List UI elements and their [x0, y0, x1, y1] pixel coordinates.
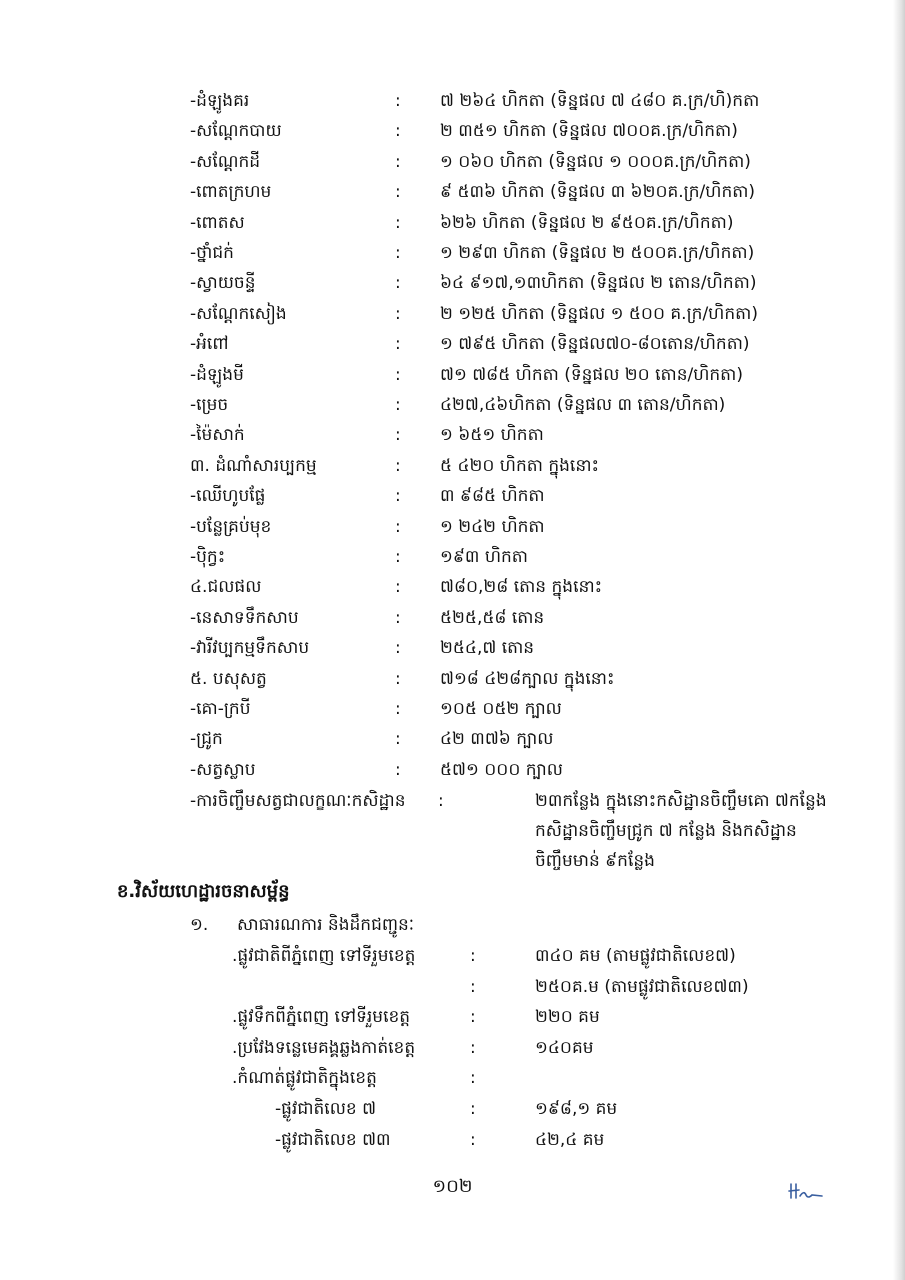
- crop-value: ៧១៨ ៤២៨ក្បាល ក្នុងនោះ: [440, 668, 615, 689]
- crop-label: -សណ្តែកដី: [190, 151, 261, 172]
- transport-label: .កំណាត់ផ្លូវជាតិក្នុងខេត្ត: [232, 1068, 377, 1089]
- farming-value-line-3: ចិញ្ចឹមមាន់ ៩កន្លែង: [535, 851, 655, 871]
- transport-value: ៣៤០ គម (តាមផ្លូវជាតិលេខ៧): [535, 946, 736, 966]
- colon: :: [395, 638, 401, 659]
- colon: :: [395, 455, 401, 476]
- handwritten-initials: [788, 1180, 828, 1204]
- page-number: ១០២: [432, 1176, 473, 1197]
- colon: :: [470, 1007, 476, 1028]
- crop-value: ៩ ៥៣៦ ហិកតា (ទិន្នផល ៣ ៦២០គ.ក្រ/ហិកតា): [440, 182, 756, 203]
- crop-label: ៣. ដំណាំសារប្បកម្ម: [190, 455, 317, 476]
- transport-value: ២២០ គម: [535, 1007, 600, 1028]
- crop-label: ៥. បសុសត្វ: [190, 668, 267, 689]
- colon: :: [395, 577, 401, 598]
- colon: :: [470, 1099, 476, 1119]
- colon: :: [395, 182, 401, 203]
- crop-value: ១០៥ ០៥២ ក្បាល: [440, 699, 562, 719]
- crop-value: ២ ១២៥ ហិកតា (ទិន្នផល ១ ៥០០ គ.ក្រ/ហិកតា): [440, 303, 758, 324]
- section-heading-infrastructure: ខ.វិស័យហេដ្ឋារចនាសម្ព័ន្ធ: [117, 881, 290, 902]
- colon: :: [395, 547, 401, 567]
- crop-value: ៥ ៤២០ ហិកតា ក្នុងនោះ: [440, 455, 599, 476]
- transport-value: ១៩៨,១ គម: [535, 1099, 618, 1119]
- transport-value: ៤២,៤ គម: [535, 1129, 605, 1150]
- crop-label: -គោ-ក្របី: [190, 699, 251, 719]
- crop-value: ៧៨០,២៨ តោន ក្នុងនោះ: [440, 577, 603, 598]
- crop-value: ៦២៦ ហិកតា (ទិន្នផល ២ ៩៥០គ.ក្រ/ហិកតា): [440, 212, 734, 233]
- colon: :: [395, 729, 401, 750]
- transport-label: -ផ្លូវជាតិលេខ ៧: [275, 1099, 377, 1119]
- colon: :: [395, 516, 401, 537]
- crop-label: -ម្រេច: [190, 395, 229, 415]
- crop-label: -ថ្នាំជក់: [190, 243, 234, 263]
- crop-label: -សណ្តែកបាយ: [190, 121, 282, 142]
- subsection-title: សាធារណការ និងដឹកជញ្ជូនៈ: [237, 915, 415, 935]
- crop-value: ៥២៥,៥៨ តោន: [440, 607, 545, 628]
- crop-label: -សណ្តែកសៀង: [190, 303, 287, 324]
- colon: :: [395, 668, 401, 689]
- crop-value: ២៥៤,៧ តោន: [440, 638, 535, 659]
- crop-label: -ពោតក្រហម: [190, 182, 272, 203]
- colon: :: [470, 1068, 476, 1089]
- colon: :: [395, 607, 401, 628]
- subsection-number: ១.: [190, 915, 209, 935]
- crop-label: ៤.ជលផល: [190, 577, 262, 598]
- transport-value: ១៤០គម: [535, 1037, 594, 1058]
- colon: :: [395, 212, 401, 233]
- transport-label: -ផ្លូវជាតិលេខ ៧៣: [275, 1129, 391, 1150]
- crop-value: ១ ៧៩៥ ហិកតា (ទិន្នផល៧០-៨០តោន/ហិកតា): [440, 334, 750, 355]
- farming-value-line-2: កសិដ្ឋានចិញ្ចឹមជ្រូក ៧ កន្លែង និងកសិដ្ឋាន: [535, 821, 797, 841]
- crop-value: ៦៤ ៩១៧,១៣ហិកតា (ទិន្នផល ២ តោន/ហិកតា): [440, 273, 757, 294]
- crop-value: ១ ៦៥១ ហិកតា: [440, 425, 544, 446]
- crop-value: ២ ៣៥១ ហិកតា (ទិន្នផល ៧០០គ.ក្រ/ហិកតា): [440, 121, 738, 142]
- crop-value: ៧១ ៧៨៥ ហិកតា (ទិន្នផល ២០ តោន/ហិកតា): [440, 364, 744, 385]
- colon: :: [470, 1037, 476, 1058]
- transport-label: .ប្រវែងទន្លេមេគង្គឆ្លងកាត់ខេត្ត: [232, 1037, 416, 1058]
- page-edge-shadow: [893, 0, 905, 1280]
- crop-value: ៧ ២៦៤ ហិកតា (ទិន្នផល ៧ ៤៨០ គ.ក្រ/ហិ)កតា: [440, 91, 760, 111]
- crop-value: ៤២ ៣៧៦ ក្បាល: [440, 729, 554, 750]
- colon: :: [395, 364, 401, 385]
- crop-label: -ដំឡូងមី: [190, 364, 244, 385]
- colon: :: [395, 243, 401, 263]
- transport-value: ២៥០គ.ម (តាមផ្លូវជាតិលេខ៧៣): [535, 976, 749, 997]
- crop-value: ១ ២៤២ ហិកតា: [440, 516, 545, 537]
- colon: :: [395, 273, 401, 294]
- colon: :: [470, 946, 476, 966]
- farming-value-line-1: ២៣កន្លែង ក្នុងនោះកសិដ្ឋានចិញ្ចឹមគោ ៧កន្លែង: [535, 791, 827, 811]
- colon: :: [395, 395, 401, 415]
- crop-label: -ស្វាយចន្ទី: [190, 273, 256, 294]
- crop-value: ៣ ៩៨៥ ហិកតា: [440, 486, 545, 507]
- colon: :: [395, 91, 401, 111]
- transport-label: .ផ្លូវទឹកពីភ្នំពេញ ទៅទីរួមខេត្ត: [232, 1007, 411, 1028]
- crop-label: -វារីវប្បកម្មទឹកសាប: [190, 638, 310, 659]
- colon: :: [395, 699, 401, 719]
- crop-label: -ម៉ៃសាក់: [190, 425, 245, 446]
- colon: :: [395, 121, 401, 142]
- colon: :: [470, 976, 476, 997]
- crop-label: -ជ្រូក: [190, 729, 223, 750]
- crop-value: ១៩៣ ហិកតា: [440, 547, 528, 567]
- colon: :: [395, 486, 401, 507]
- crop-label: -ដំឡូងគរ: [190, 91, 250, 111]
- crop-value: ១ ២៩៣ ហិកតា (ទិន្នផល ២ ៥០០គ.ក្រ/ហិកតា): [440, 243, 755, 263]
- crop-label: -សត្វស្លាប: [190, 759, 256, 780]
- crop-label: -អំពៅ: [190, 334, 229, 355]
- crop-value: ១ ០៦០ ហិកតា (ទិន្នផល ១ ០០០គ.ក្រ/ហិកតា): [440, 151, 751, 172]
- colon: :: [395, 759, 401, 780]
- farming-label: -ការចិញ្ចឹមសត្វជាលក្ខណៈកសិដ្ឋាន: [190, 791, 406, 811]
- crop-label: -បន្លែគ្រប់មុខ: [190, 516, 272, 537]
- transport-label: .ផ្លូវជាតិពីភ្នំពេញ ទៅទីរួមខេត្ត: [232, 946, 416, 966]
- colon: :: [438, 791, 444, 811]
- crop-label: -ពោតស: [190, 212, 245, 233]
- colon: :: [395, 334, 401, 355]
- colon: :: [395, 151, 401, 172]
- colon: :: [470, 1129, 476, 1150]
- crop-label: -នេសាទទឹកសាប: [190, 607, 299, 628]
- crop-label: -ប៉ិក្វះ: [190, 547, 226, 567]
- colon: :: [395, 425, 401, 446]
- colon: :: [395, 303, 401, 324]
- crop-value: ៤២៧,៤៦ហិកតា (ទិន្នផល ៣ តោន/ហិកតា): [440, 395, 726, 415]
- crop-value: ៥៧១ ០០០ ក្បាល: [440, 759, 563, 780]
- crop-label: -ឈើហូបផ្លែ: [190, 486, 266, 507]
